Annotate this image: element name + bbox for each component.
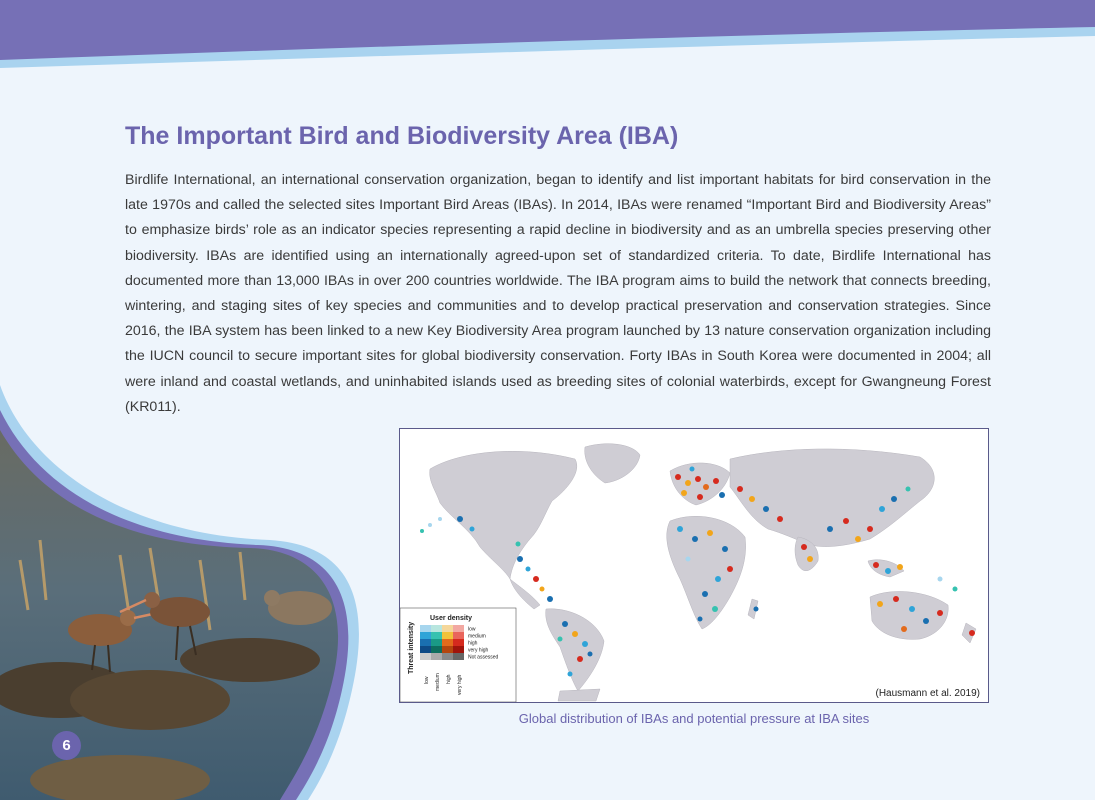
legend-y-title: Threat intensity — [408, 621, 415, 674]
legend-x-title: User density — [430, 615, 473, 622]
legend-density-label: medium — [468, 633, 486, 640]
figure-caption: Global distribution of IBAs and potential pressure at IBA sites — [518, 711, 870, 726]
legend-density-label: Not assessed — [468, 654, 499, 661]
legend-threat-label: very high — [457, 674, 463, 695]
legend-density-label: very high — [468, 647, 489, 654]
legend-threat-label: medium — [435, 673, 441, 691]
legend-swatches — [420, 625, 464, 660]
map-legend — [400, 608, 516, 702]
legend-density-label: low — [468, 626, 476, 633]
header-band — [0, 0, 1095, 80]
body-paragraph: Birdlife International, an international conservation organization, began to identify and list important habitats for bird conservation in the late 1970s and called the selected sites Important Bird Areas (IBAs). In 2014, IBAs were renamed “Important Bird and Biodiversity Areas” to emphasize birds’ role as an indicator species representing a rapid decline in biodiversity and as an umbrella species preserving other biodiversity. IBAs are identified using an internationally agreed-upon set of standardized criteria. To date, Birdlife International has documented more than 13,000 IBAs in over 200 countries worldwide. The IBA program aims to build the network that connects breeding, wintering, and staging sites of key species and communities and to develop practical preservation and conservation strategies. Since 2016, the IBA system has been linked to a new Key Biodiversity Area program launched by 13 nature conservation organization including the IUCN council to secure important sites for global biodiversity conservation. Forty IBAs in South Korea were documented in 2004; all were inland and coastal wetlands, and uninhabited islands used as breeding sites of colonial waterbirds, except for Gwangneung Forest (KR011). — [125, 172, 991, 415]
page-title: The Important Bird and Biodiversity Area (IBA) — [125, 122, 679, 150]
legend-density-label: high — [468, 640, 478, 647]
iba-world-map — [399, 428, 989, 703]
figure-citation: (Hausmann et al. 2019) — [875, 688, 980, 699]
legend-threat-label: high — [446, 674, 452, 684]
legend-threat-label: low — [424, 676, 430, 684]
page-number-badge: 6 — [52, 731, 81, 760]
